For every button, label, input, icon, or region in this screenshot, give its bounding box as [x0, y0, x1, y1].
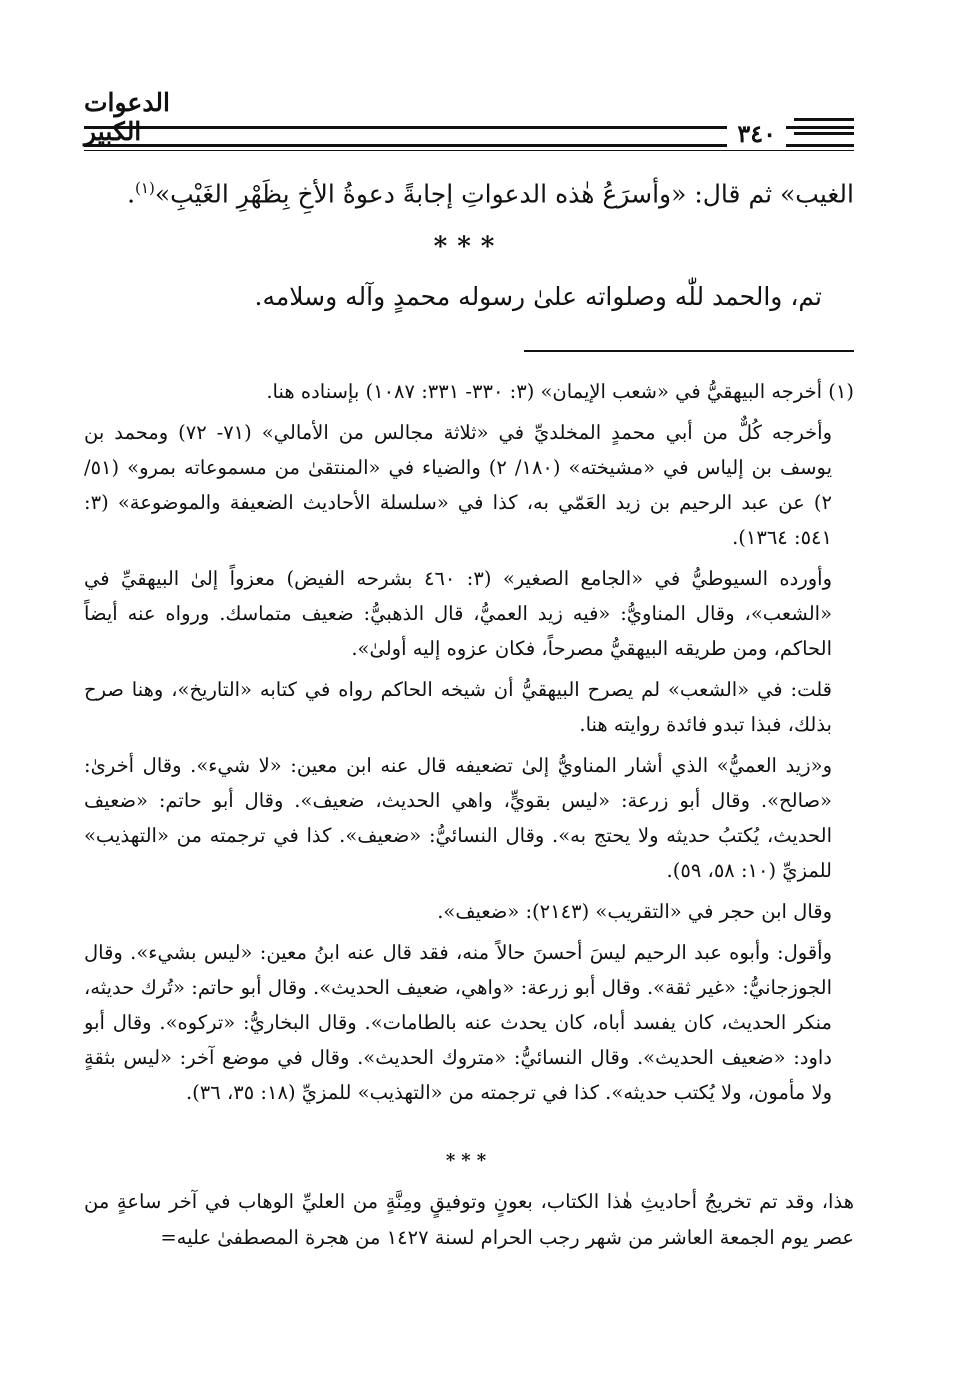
footnote-rule: [524, 350, 854, 352]
footnote-paragraph: وأقول: وأبوه عبد الرحيم ليسَ أحسنَ حالاً منه، فقد قال عنه ابنُ معين: «ليس بشيء». وقال الجوزجانيُّ: «غير ثقة». وقال أبو زرعة: «واهي، ضعيف الحديث». وقال أبو حاتم: «تُرك حديثه، منكر الحديث، كان يفسد أباه، كان يحدث عنه بالطامات». وقال البخاريُّ: «تركوه». وقال أبو داود: «ضعيف الحديث». وقال النسائيُّ: «متروك الحديث». وقال في موضع آخر: «ليس بثقةٍ ولا مأمون، ولا يُكتب حديثه». كذا في ترجمته من «التهذيب» للمزيِّ (١٨: ٣٥، ٣٦).: [84, 941, 832, 1104]
header-rule-right-top: [794, 118, 854, 121]
page-header: [84, 88, 854, 152]
page-number: ٣٤٠: [727, 119, 786, 148]
line-end: .: [127, 179, 136, 209]
footnote-separator: ***: [445, 1150, 493, 1171]
hadith-text: الغيب» ثم قال: «وأسرَعُ هٰذه الدعواتِ إجابةً دعوةُ الأخِ بِظَهْرِ الغَيْبِ»: [154, 179, 854, 209]
footnote-1: (١) أخرجه البيهقيُّ في «شعب الإيمان» (٣: ٣٣٠- ٣٣١: ١٠٨٧) بإسناده هنا.: [266, 380, 854, 403]
main-text: [84, 166, 854, 216]
closing-line: تم، والحمد للّٰه وصلواته علىٰ رسوله محمدٍ وآله وسلامه.: [254, 282, 822, 311]
section-separator: ***: [433, 232, 505, 262]
footnote-ref: (١): [135, 179, 155, 197]
footnotes: [84, 374, 854, 1116]
footnote-paragraph: وأورده السيوطيُّ في «الجامع الصغير» (٣: ٤٦٠ بشرحه الفيض) معزواً إلىٰ البيهقيِّ في «الشعب»، وقال المناويُّ: «فيه زيد العميُّ، قال الذهبيُّ: ضعيف متماسك. ورواه عنه أيضاً الحاكم، ومن طريقه البيهقيُّ مصرحاً، فكان عزوه إليه أولىٰ».: [84, 567, 832, 660]
footnote-paragraph: وقال ابن حجر في «التقريب» (٢١٤٣): «ضعيف».: [437, 900, 832, 923]
header-rule-thin: [84, 150, 854, 151]
footnote-paragraph: وأخرجه كُلٌّ من أبي محمدٍ المخلديِّ في «ثلاثة مجالس من الأمالي» (٧١- ٧٢) ومحمد بن يوسف بن إلياس في «مشيخته» (١٨٠/ ٢) والضياء في «المنتقىٰ من مسموعاته بمرو» (٥١/ ٢) عن عبد الرحيم بن زيد العَمّي به، كذا في «سلسلة الأحاديث الضعيفة والموضوعة» (٣: ٥٤١: ١٣٦٤).: [84, 421, 832, 549]
final-note: هذا، وقد تم تخريجُ أحاديثِ هٰذا الكتاب، بعونٍ وتوفيقٍ ومِنَّةٍ من العليِّ الوهاب في آخر ساعةٍ من عصر يوم الجمعة العاشر من شهر رجب الحرام لسنة ١٤٢٧ من هجرة المصطفىٰ عليه=: [84, 1190, 854, 1249]
footnote-paragraph: قلت: في «الشعب» لم يصرح البيهقيُّ أن شيخه الحاكم رواه في كتابه «التاريخ»، وهنا صرح بذلك، فبذا تبدو فائدة روايته هنا.: [84, 678, 832, 736]
header-rule-right-bottom: [794, 132, 854, 135]
book-title: الدعوات الكبير: [84, 88, 170, 146]
footnote-paragraph: و«زيد العميُّ» الذي أشار المناويُّ إلىٰ تضعيفه قال عنه ابن معين: «لا شيء». وقال أخرىٰ: «صالح». وقال أبو زرعة: «ليس بقويٍّ، واهي الحديث، ضعيف». وقال أبو حاتم: «ضعيف الحديث، يُكتبُ حديثه ولا يحتج به». وقال النسائيُّ: «ضعيف». كذا في ترجمته من «التهذيب» للمزيِّ (١٠: ٥٨، ٥٩).: [84, 754, 832, 882]
main-line: [84, 166, 854, 216]
